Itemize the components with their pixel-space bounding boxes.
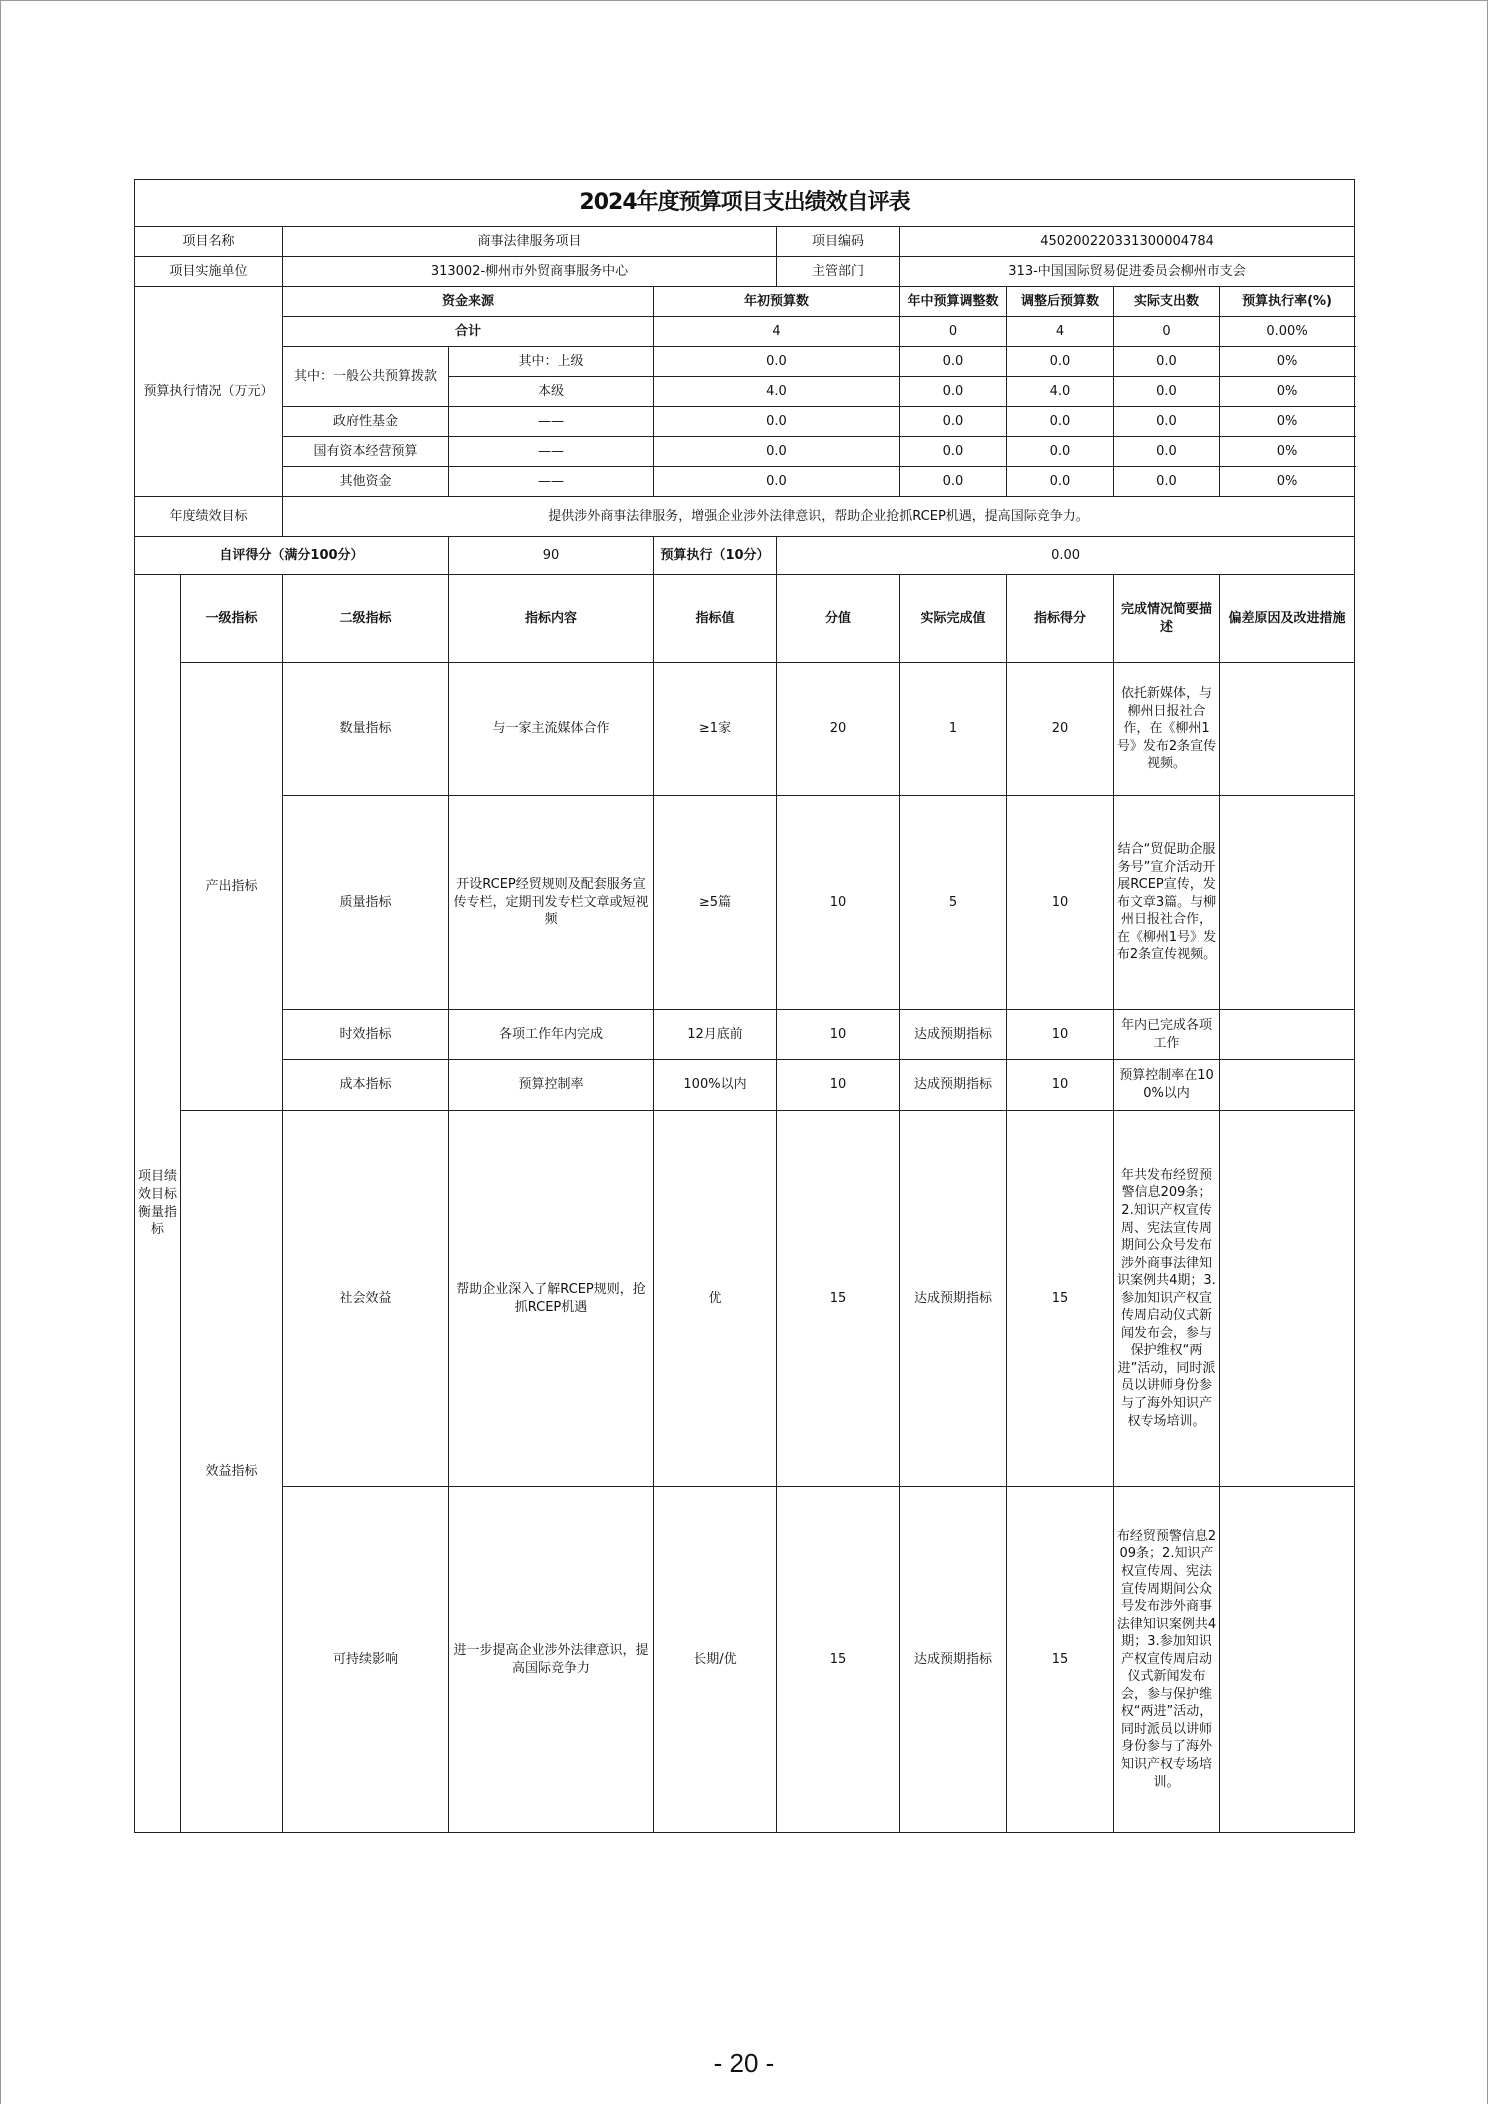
budget-adjust: 0.0 xyxy=(900,407,1007,437)
project-code-label: 项目编码 xyxy=(777,227,900,257)
budget-sub-label: 本级 xyxy=(449,377,654,407)
budget-source: 政府性基金 xyxy=(283,407,449,437)
indicator-description: 结合“贸促助企服务号”宣介活动开展RCEP宣传，发布文章3篇。与柳州日报社合作，在《柳州1号》发布2条宣传视频。 xyxy=(1114,796,1220,1010)
level2-indicator: 质量指标 xyxy=(283,796,449,1010)
budget-rate: 0% xyxy=(1220,407,1355,437)
table-title: 2024年度预算项目支出绩效自评表 xyxy=(135,180,1355,227)
total-adjust: 0 xyxy=(900,317,1007,347)
page-border-left xyxy=(0,0,1,2104)
indicator-score: 10 xyxy=(1007,796,1114,1010)
total-initial: 4 xyxy=(654,317,900,347)
budget-adjusted: 0.0 xyxy=(1007,407,1114,437)
indicator-description: 年共发布经贸预警信息209条；2.知识产权宣传周、宪法宣传周期间公众号发布涉外商事法律知识案例共4期；3.参加知识产权宣传周启动仪式新闻发布会，参与保护维权“两进”活动，同时派员以讲师身份参与了海外知识产权专场培训。 xyxy=(1114,1111,1220,1487)
budget-initial: 0.0 xyxy=(654,407,900,437)
indicator-header: 指标内容 xyxy=(449,575,654,663)
budget-adjusted: 0.0 xyxy=(1007,347,1114,377)
table-row xyxy=(135,1010,1355,1060)
indicator-content: 各项工作年内完成 xyxy=(449,1010,654,1060)
budget-source: 其他资金 xyxy=(283,467,449,497)
indicator-remark xyxy=(1220,796,1355,1010)
dept-label: 主管部门 xyxy=(777,257,900,287)
general-budget-label: 其中：一般公共预算拨款 xyxy=(283,347,449,407)
indicator-points: 20 xyxy=(777,663,900,796)
indicator-remark xyxy=(1220,1111,1355,1487)
indicator-header: 实际完成值 xyxy=(900,575,1007,663)
benefit-label: 效益指标 xyxy=(181,1111,283,1833)
indicator-remark xyxy=(1220,663,1355,796)
indicator-remark xyxy=(1220,1487,1355,1833)
budget-adjust: 0.0 xyxy=(900,437,1007,467)
indicator-header: 指标值 xyxy=(654,575,777,663)
budget-rate: 0% xyxy=(1220,377,1355,407)
indicator-actual: 5 xyxy=(900,796,1007,1010)
indicator-score: 15 xyxy=(1007,1111,1114,1487)
dept-value: 313-中国国际贸易促进委员会柳州市支会 xyxy=(900,257,1355,287)
total-rate: 0.00% xyxy=(1220,317,1355,347)
indicator-header: 一级指标 xyxy=(181,575,283,663)
header-actual: 实际支出数 xyxy=(1114,287,1220,317)
indicator-content: 进一步提高企业涉外法律意识，提高国际竞争力 xyxy=(449,1487,654,1833)
indicator-content: 帮助企业深入了解RCEP规则，抢抓RCEP机遇 xyxy=(449,1111,654,1487)
budget-dash: —— xyxy=(449,437,654,467)
indicator-remark xyxy=(1220,1060,1355,1111)
budget-adjust: 0.0 xyxy=(900,347,1007,377)
budget-adjusted: 4.0 xyxy=(1007,377,1114,407)
indicator-value: 12月底前 xyxy=(654,1010,777,1060)
level2-indicator: 时效指标 xyxy=(283,1010,449,1060)
budget-rate: 0% xyxy=(1220,467,1355,497)
budget-section-label: 预算执行情况（万元） xyxy=(135,287,283,497)
indicator-header: 偏差原因及改进措施 xyxy=(1220,575,1355,663)
header-source: 资金来源 xyxy=(283,287,654,317)
budget-actual: 0.0 xyxy=(1114,467,1220,497)
indicator-points: 10 xyxy=(777,1060,900,1111)
budget-dash: —— xyxy=(449,467,654,497)
budget-rate: 0% xyxy=(1220,437,1355,467)
indicator-actual: 达成预期指标 xyxy=(900,1111,1007,1487)
budget-initial: 0.0 xyxy=(654,467,900,497)
table-row xyxy=(135,1060,1355,1111)
header-adjusted: 调整后预算数 xyxy=(1007,287,1114,317)
indicator-content: 开设RCEP经贸规则及配套服务宣传专栏，定期刊发专栏文章或短视频 xyxy=(449,796,654,1010)
indicator-score: 10 xyxy=(1007,1060,1114,1111)
indicator-actual: 达成预期指标 xyxy=(900,1010,1007,1060)
budget-adjusted: 0.0 xyxy=(1007,437,1114,467)
indicator-remark xyxy=(1220,1010,1355,1060)
indicator-value: 长期/优 xyxy=(654,1487,777,1833)
budget-sub-label: 其中：上级 xyxy=(449,347,654,377)
indicator-content: 与一家主流媒体合作 xyxy=(449,663,654,796)
level2-indicator: 可持续影响 xyxy=(283,1487,449,1833)
exec-value: 0.00 xyxy=(777,537,1355,575)
indicator-header: 分值 xyxy=(777,575,900,663)
indicator-value: ≥5篇 xyxy=(654,796,777,1010)
budget-dash: —— xyxy=(449,407,654,437)
indicator-description: 预算控制率在100%以内 xyxy=(1114,1060,1220,1111)
total-label: 合计 xyxy=(283,317,654,347)
total-adjusted: 4 xyxy=(1007,317,1114,347)
output-label: 产出指标 xyxy=(181,663,283,1111)
header-adjust: 年中预算调整数 xyxy=(900,287,1007,317)
indicator-header: 完成情况简要描述 xyxy=(1114,575,1220,663)
unit-label: 项目实施单位 xyxy=(135,257,283,287)
indicator-value: ≥1家 xyxy=(654,663,777,796)
budget-rate: 0% xyxy=(1220,347,1355,377)
indicator-header: 指标得分 xyxy=(1007,575,1114,663)
header-initial: 年初预算数 xyxy=(654,287,900,317)
indicator-value: 100%以内 xyxy=(654,1060,777,1111)
budget-initial: 0.0 xyxy=(654,347,900,377)
indicators-side-label: 项目绩效目标衡量指标 xyxy=(135,575,181,1833)
indicator-points: 10 xyxy=(777,796,900,1010)
table-row xyxy=(135,796,1355,1010)
budget-initial: 0.0 xyxy=(654,437,900,467)
performance-table xyxy=(134,179,1355,1833)
indicator-actual: 1 xyxy=(900,663,1007,796)
indicator-points: 15 xyxy=(777,1111,900,1487)
unit-value: 313002-柳州市外贸商事服务中心 xyxy=(283,257,777,287)
indicator-points: 15 xyxy=(777,1487,900,1833)
budget-adjust: 0.0 xyxy=(900,377,1007,407)
goal-label: 年度绩效目标 xyxy=(135,497,283,537)
budget-actual: 0.0 xyxy=(1114,347,1220,377)
goal-text: 提供涉外商事法律服务，增强企业涉外法律意识，帮助企业抢抓RCEP机遇，提高国际竞争力。 xyxy=(283,497,1355,537)
score-label: 自评得分（满分100分） xyxy=(135,537,449,575)
budget-source: 国有资本经营预算 xyxy=(283,437,449,467)
indicator-actual: 达成预期指标 xyxy=(900,1487,1007,1833)
project-name: 商事法律服务项目 xyxy=(283,227,777,257)
indicator-value: 优 xyxy=(654,1111,777,1487)
level2-indicator: 成本指标 xyxy=(283,1060,449,1111)
budget-adjusted: 0.0 xyxy=(1007,467,1114,497)
total-actual: 0 xyxy=(1114,317,1220,347)
table-row xyxy=(135,663,1355,796)
budget-adjust: 0.0 xyxy=(900,467,1007,497)
level2-indicator: 数量指标 xyxy=(283,663,449,796)
exec-label: 预算执行（10分） xyxy=(654,537,777,575)
indicator-description: 依托新媒体，与柳州日报社合作，在《柳州1号》发布2条宣传视频。 xyxy=(1114,663,1220,796)
indicator-header: 二级指标 xyxy=(283,575,449,663)
budget-initial: 4.0 xyxy=(654,377,900,407)
budget-actual: 0.0 xyxy=(1114,437,1220,467)
page-number: - 20 - xyxy=(713,2048,775,2078)
table-row xyxy=(135,1487,1355,1833)
indicator-content: 预算控制率 xyxy=(449,1060,654,1111)
indicator-actual: 达成预期指标 xyxy=(900,1060,1007,1111)
indicator-score: 20 xyxy=(1007,663,1114,796)
level2-indicator: 社会效益 xyxy=(283,1111,449,1487)
indicator-points: 10 xyxy=(777,1010,900,1060)
page-border-top xyxy=(0,0,1488,1)
indicator-description: 年内已完成各项工作 xyxy=(1114,1010,1220,1060)
indicator-score: 15 xyxy=(1007,1487,1114,1833)
header-rate: 预算执行率(%) xyxy=(1220,287,1355,317)
project-name-label: 项目名称 xyxy=(135,227,283,257)
budget-actual: 0.0 xyxy=(1114,377,1220,407)
table-row xyxy=(135,1111,1355,1487)
budget-actual: 0.0 xyxy=(1114,407,1220,437)
score-value: 90 xyxy=(449,537,654,575)
indicator-description: 布经贸预警信息209条；2.知识产权宣传周、宪法宣传周期间公众号发布涉外商事法律知识案例共4期；3.参加知识产权宣传周启动仪式新闻发布会，参与保护维权“两进”活动，同时派员以讲师身份参与了海外知识产权专场培训。 xyxy=(1114,1487,1220,1833)
indicator-score: 10 xyxy=(1007,1010,1114,1060)
project-code: 450200220331300004784 xyxy=(900,227,1355,257)
